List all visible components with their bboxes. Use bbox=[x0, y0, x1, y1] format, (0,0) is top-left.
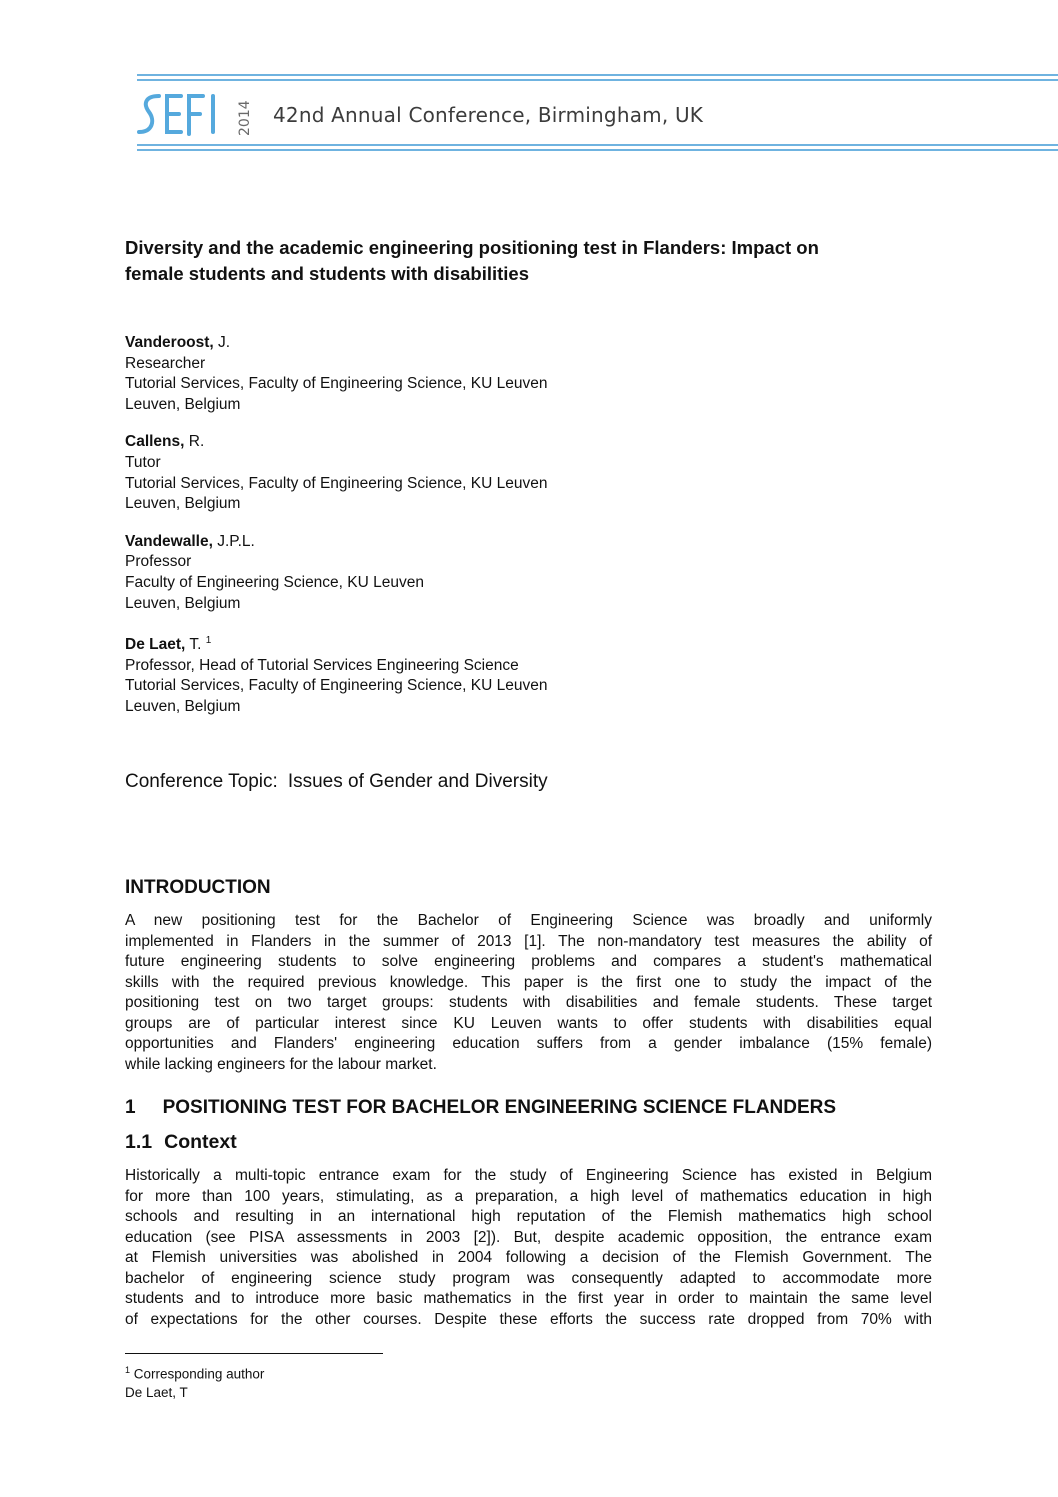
author-block bbox=[125, 532, 825, 614]
author-affiliation: Faculty of Engineering Science, KU Leuven bbox=[125, 573, 424, 591]
text-line: bachelor of engineering science study program was consequently adapted to accommodate more bbox=[125, 1269, 932, 1287]
text-line: of expectations for the other courses. Despite these efforts the success rate dropped from 70% with bbox=[125, 1310, 932, 1328]
context-paragraph bbox=[125, 1166, 932, 1330]
author-block bbox=[125, 333, 825, 415]
subsection-number: 1.1 bbox=[125, 1131, 153, 1153]
subsection-heading bbox=[125, 1131, 237, 1154]
conference-name: 42nd Annual Conference, Birmingham, UK bbox=[273, 103, 704, 127]
author-role: Tutor bbox=[125, 453, 161, 471]
author-role: Professor bbox=[125, 553, 192, 571]
author-list bbox=[125, 333, 825, 735]
author-location: Leuven, Belgium bbox=[125, 594, 241, 612]
footer-author: De Laet, T bbox=[125, 1384, 188, 1400]
paper-title bbox=[125, 235, 945, 287]
header-rule-bottom bbox=[137, 144, 1058, 152]
text-line: future engineering students to solve engineering problems and compares a student's mathematical bbox=[125, 953, 932, 970]
text-line: education (see PISA assessments in 2003 [2]). But, despite academic opposition, the entrance exam bbox=[125, 1228, 932, 1246]
topic-label: Conference Topic: bbox=[125, 771, 278, 792]
footnote bbox=[125, 1361, 264, 1402]
text-line: at Flemish universities was abolished in 2004 following a decision of the Flemish Government. The bbox=[125, 1249, 932, 1266]
author-name: Vandewalle, bbox=[125, 532, 213, 550]
author-initials: T. bbox=[185, 636, 202, 654]
header-rule-top bbox=[137, 74, 1058, 82]
paper-title-line-1: Diversity and the academic engineering positioning test in Flanders: Impact on bbox=[125, 237, 819, 258]
text-line: while lacking engineers for the labour market. bbox=[125, 1055, 437, 1073]
footnote-rule bbox=[125, 1353, 383, 1354]
text-line: positioning test on two target groups: students with disabilities and female students. These target bbox=[125, 994, 932, 1011]
author-location: Leuven, Belgium bbox=[125, 698, 241, 716]
text-line: Historically a multi-topic entrance exam for the study of Engineering Science has existed in Belgium bbox=[125, 1167, 932, 1184]
text-line: students and to introduce more basic mathematics in the first year in order to maintain the same level bbox=[125, 1290, 932, 1307]
section-heading bbox=[125, 1097, 836, 1119]
author-affiliation: Tutorial Services, Faculty of Engineering Science, KU Leuven bbox=[125, 677, 548, 695]
text-line: schools and resulting in an international high reputation of the Flemish mathematics high school bbox=[125, 1208, 932, 1225]
author-role: Researcher bbox=[125, 354, 206, 372]
author-location: Leuven, Belgium bbox=[125, 495, 241, 513]
subsection-title: Context bbox=[164, 1131, 237, 1153]
author-affiliation: Tutorial Services, Faculty of Engineering Science, KU Leuven bbox=[125, 375, 548, 393]
author-affiliation: Tutorial Services, Faculty of Engineering Science, KU Leuven bbox=[125, 474, 548, 492]
author-initials: R. bbox=[184, 433, 205, 451]
author-initials: J. bbox=[213, 334, 231, 351]
text-line: opportunities and Flanders' engineering education suffers from a gender imbalance (15% female) bbox=[125, 1035, 932, 1052]
author-role: Professor, Head of Tutorial Services Engineering Science bbox=[125, 656, 519, 674]
conference-topic bbox=[125, 771, 548, 793]
topic-value: Issues of Gender and Diversity bbox=[287, 771, 548, 792]
footnote-text: Corresponding author bbox=[133, 1366, 265, 1382]
author-name: De Laet, bbox=[125, 636, 186, 654]
author-block bbox=[125, 631, 825, 718]
sefi-logo bbox=[137, 92, 227, 138]
intro-heading: INTRODUCTION bbox=[125, 877, 271, 898]
text-line: A new positioning test for the Bachelor of Engineering Science was broadly and uniformly bbox=[125, 912, 932, 929]
footnote-ref: 1 bbox=[205, 635, 212, 647]
intro-paragraph bbox=[125, 911, 932, 1075]
footnote-mark: 1 bbox=[125, 1365, 131, 1375]
sefi-year bbox=[229, 96, 257, 136]
author-name: Callens, bbox=[125, 433, 185, 451]
section-number: 1 bbox=[125, 1097, 136, 1118]
author-name: Vanderoost, bbox=[125, 334, 214, 351]
paper-title-line-2: female students and students with disabilities bbox=[125, 263, 529, 284]
text-line: implemented in Flanders in the summer of 2013 [1]. The non-mandatory test measures the ability of bbox=[125, 932, 932, 950]
section-title: POSITIONING TEST FOR BACHELOR ENGINEERING SCIENCE FLANDERS bbox=[162, 1097, 837, 1118]
text-line: groups are of particular interest since KU Leuven wants to offer students with disabilities equal bbox=[125, 1014, 932, 1032]
text-line: skills with the required previous knowledge. This paper is the first one to study the impact of the bbox=[125, 973, 932, 991]
text-line: for more than 100 years, stimulating, as a preparation, a high level of mathematics education in high bbox=[125, 1187, 932, 1205]
author-location: Leuven, Belgium bbox=[125, 395, 241, 413]
author-block bbox=[125, 432, 825, 514]
svg-text:2014: 2014 bbox=[237, 100, 253, 136]
author-initials: J.P.L. bbox=[212, 532, 255, 550]
